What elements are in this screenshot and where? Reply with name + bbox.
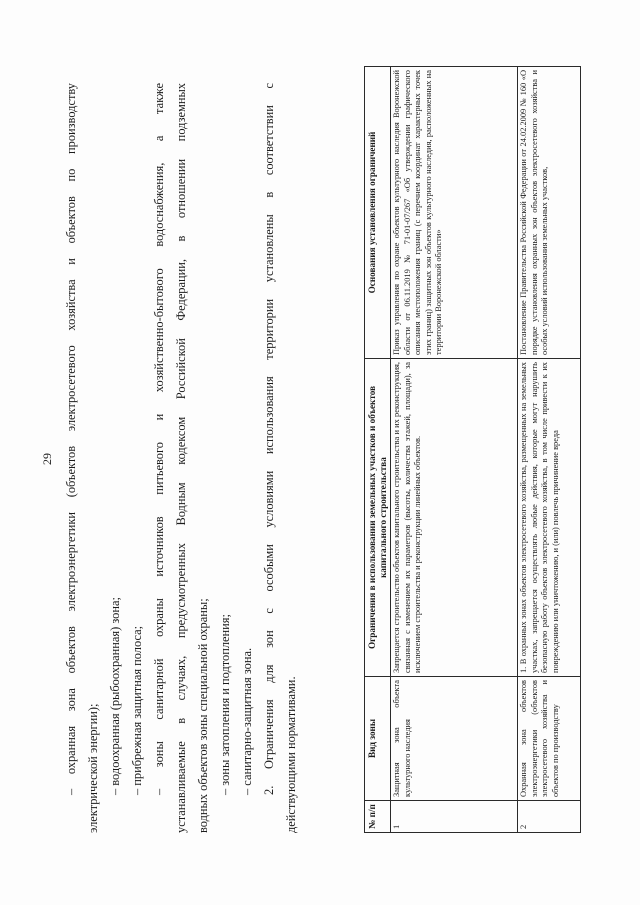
paragraph-line: – прибрежная защитная полоса; (130, 625, 144, 795)
cell-num: 1 (391, 801, 518, 833)
cell-basis: Приказ управления по охране объектов культурного наследия Воронежской области от 06.11.2019 № 71-01-07/267 «Об утверждении графического описания местоположения границ (с перечнем координат характерных точек этих границ) защитных зон объектов культурного наследия, расположенных на территории Воронежской области» (391, 67, 518, 359)
paragraph-line: – санитарно-защитная зона. (240, 647, 254, 795)
cell-num: 2 (518, 801, 581, 833)
paragraph-line: действующими нормативами. (284, 676, 298, 833)
paragraph-line: электрической энергии); (86, 703, 100, 833)
table-header-row (365, 67, 391, 833)
paragraph-line: 2. Ограничения для зон с особыми условиями использования территории установлены в соответствии с (262, 83, 276, 795)
paragraph-line: – водоохранная (рыбоохранная) зона; (108, 597, 122, 795)
header-basis: Основания установления ограничений (365, 67, 391, 359)
cell-zone-type: Охранная зона объектов электроэнергетики (объектов электросетевого хозяйства и объектов по производству (518, 677, 581, 801)
restrictions-table (364, 67, 581, 833)
cell-basis: Постановление Правительства Российской Федерации от 24.02.2009 № 160 «О порядке установления охранных зон объектов электросетевого хозяйства и особых условий использования земельных участков, (518, 67, 581, 359)
body-text (60, 83, 302, 833)
paragraph-line: – зоны затопления и подтопления; (218, 614, 232, 795)
page-number: 29 (40, 453, 54, 465)
paragraph-line: устанавливаемые в случаях, предусмотренных Водным кодексом Российской Федерации, в отношении подземных (174, 83, 188, 833)
paragraph-line: водных объектов зоны специальной охраны; (196, 598, 210, 833)
header-restrictions: Ограничения в использовании земельных участков и объектов капитального строительства (365, 359, 391, 677)
cell-restrictions: Запрещается строительство объектов капитального строительства и их реконструкция, связанная с изменением их параметров (высоты, количества этажей, площади), за исключением строительства и реконструкции линейных объектов. (391, 359, 518, 677)
cell-zone-type: Защитная зона объекта культурного наследия (391, 677, 518, 801)
table-row (391, 67, 518, 833)
paragraph-line: – охранная зона объектов электроэнергетики (объектов электросетевого хозяйства и объектов по производству (64, 83, 78, 795)
header-num: № п/п (365, 801, 391, 833)
header-zone-type: Вид зоны (365, 677, 391, 801)
table-row (518, 67, 581, 833)
cell-restrictions: 1. В охранных зонах объектов электросетевого хозяйства, размещенных на земельных участках, запрещается осуществлять любые действия, которые могут нарушить безопасную работу объектов электросетевого хозяйства, в том числе привести к их повреждению или уничтожению, и (или) повлечь причинение вреда (518, 359, 581, 677)
paragraph-line: – зоны санитарной охраны источников питьевого и хозяйственно-бытового водоснабжения, а также (152, 83, 166, 795)
